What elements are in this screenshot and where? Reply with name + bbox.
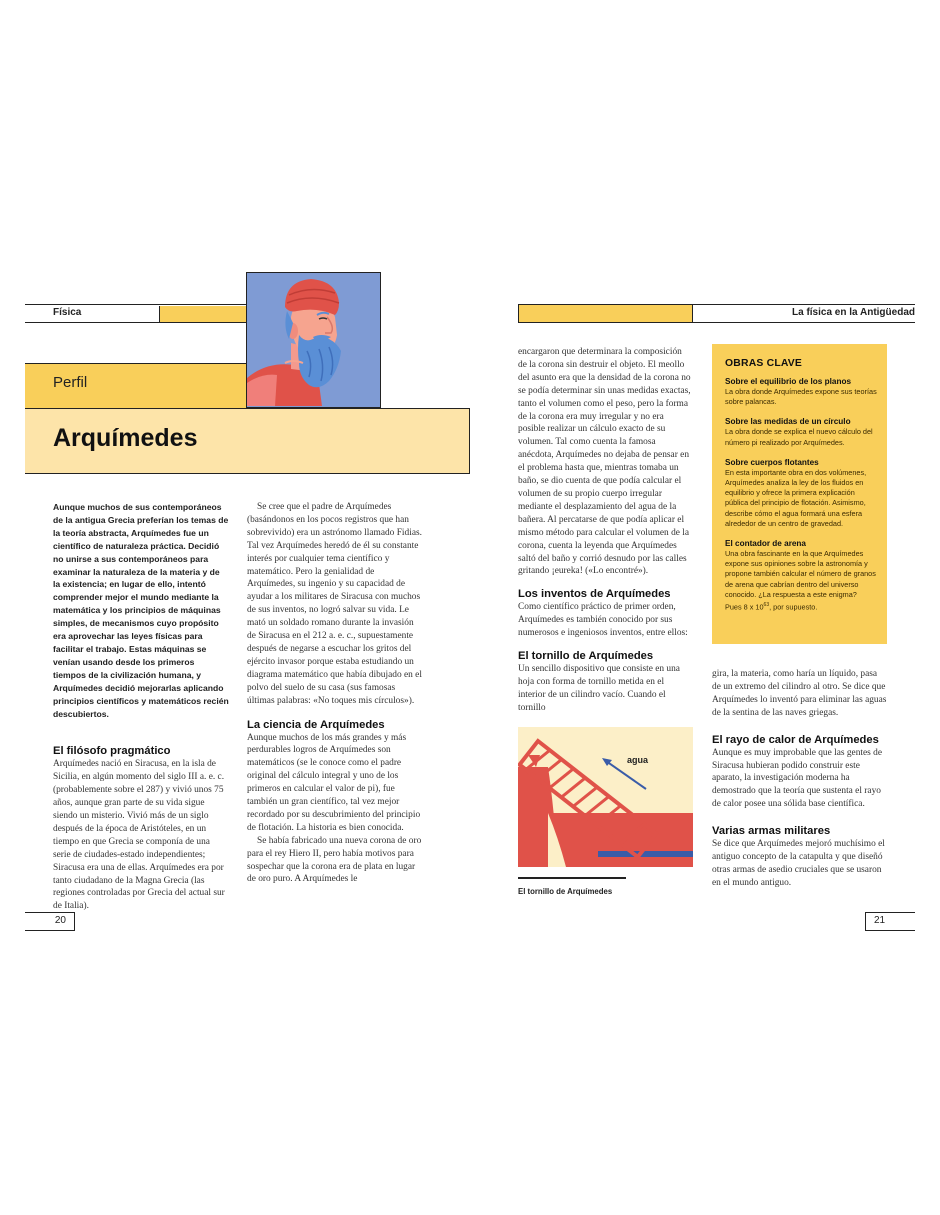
body-paragraph: Se dice que Arquímedes mejoró muchísimo el antiguo concepto de la catapulta y que diseñó otras armas de asedio cruciales que se usaron en el mundo antiguo. bbox=[712, 839, 885, 888]
left-col1 bbox=[53, 501, 229, 913]
answer-tail: , por supuesto. bbox=[769, 602, 818, 612]
section-heading: Varias armas militares bbox=[712, 825, 831, 838]
left-col2 bbox=[247, 501, 422, 886]
key-work-heading: Sobre el equilibrio de los planos bbox=[725, 377, 852, 386]
body-paragraph: Se había fabricado una nueva corona de oro para el rey Hiero II, pero había motivos para sospechar que la corona era de plata en lugar de oro puro. A Arquímedes le bbox=[247, 835, 422, 885]
archimedes-portrait bbox=[246, 272, 381, 408]
page-number: 20 bbox=[25, 912, 75, 931]
body-paragraph: Como científico práctico de primer orden, Arquímedes es también conocido por sus numerosos e ingeniosos inventos, entre ellos: bbox=[518, 602, 688, 639]
caption-rule bbox=[518, 877, 626, 879]
right-col2 bbox=[712, 668, 888, 890]
key-work-answer bbox=[725, 600, 877, 613]
illustration-caption: El tornillo de Arquímedes bbox=[518, 887, 613, 896]
header-accent-left bbox=[159, 306, 246, 322]
body-paragraph: encargaron que determinara la composición de la corona sin destruir el objeto. El meollo del asunto era que la densidad de la corona no se podía determinar sin unas medidas exactas, tanto el volumen como el peso, pero la forma de la corona era muy irregular y no era posible realizar un cálculo exacto de su volumen. Tal como cuenta la famosa anécdota, Arquímedes no dejaba de pensar en el problema hasta que, mientras tomaba un baño, se dio cuenta de que podía calcular el volumen de su propio cuerpo irregular mediante el desplazamiento del agua de la bañera. Al percatarse de que podía aplicar el mismo método para calcular el volumen de la corona, cuenta la leyenda que Arquímedes saltó del baño y corrió desnudo por las calles gritando ¡eureka! («Lo encontré»). bbox=[518, 347, 691, 577]
key-work-heading: Sobre las medidas de un círculo bbox=[725, 417, 851, 427]
section-label: Física bbox=[53, 307, 82, 318]
key-work-text: En esta importante obra en dos volúmenes, Arquímedes analiza la ley de los fluidos en equilibrio y ofrece la primera explicación pública del principio de flotación. Asimismo, describe cómo el agua formará una esfera alrededor de un centro de gravedad. bbox=[725, 467, 867, 528]
page-number: 21 bbox=[865, 912, 915, 931]
key-work-item bbox=[725, 416, 877, 447]
key-works-title: OBRAS CLAVE bbox=[725, 358, 803, 369]
key-works-box bbox=[712, 344, 887, 644]
archimedes-screw-illustration bbox=[518, 727, 693, 867]
portrait-illustration bbox=[247, 273, 379, 406]
right-col1 bbox=[518, 346, 692, 715]
body-paragraph: Aunque es muy improbable que las gentes de Siracusa hubieran podido construir este aparato, la investigación moderna ha demostrado que la teoría que sustenta el rayo de calor posee una sólida base científica. bbox=[712, 747, 883, 810]
key-work-item bbox=[725, 457, 877, 529]
page-title: Arquímedes bbox=[53, 424, 198, 452]
key-works-list bbox=[725, 376, 877, 613]
key-work-heading: Sobre cuerpos flotantes bbox=[725, 457, 819, 467]
section-heading: Los inventos de Arquímedes bbox=[518, 588, 671, 601]
key-work-text: La obra donde se explica el nuevo cálculo del número pi realizado por Arquímedes. bbox=[725, 427, 873, 447]
answer-base: Pues 8 x 10 bbox=[725, 602, 764, 612]
section-heading: El filósofo pragmático bbox=[53, 745, 171, 758]
screw-drawing bbox=[518, 727, 693, 867]
key-work-text: Una obra fascinante en la que Arquímedes expone sus opiniones sobre la astronomía y propone también calcular el número de granos de arena que cabrían dentro del universo conocido. ¿La respuesta a este enigma? bbox=[725, 549, 876, 599]
profile-label: Perfil bbox=[53, 374, 88, 391]
section-text: Arquímedes nació en Siracusa, en la isla de Sicilia, en algún momento del siglo III a. e. c. (probablemente sobre el 287) y vivió unos 75 años, aunque gran parte de su vida sigue siendo un misterio. Vivió más de un siglo después de la época de Aristóteles, en un tiempo en que Grecia se componía de una serie de ciudades-estado independientes; Siracusa era una de ellas. Arquímedes era por tanto ciudadano de la Magna Grecia (las regiones controladas por Grecia del actual sur de Italia). bbox=[53, 759, 225, 912]
section-label: La física en la Antigüedad bbox=[792, 307, 915, 318]
key-work-item bbox=[725, 538, 877, 613]
key-work-heading: El contador de arena bbox=[725, 539, 806, 549]
key-work-text: La obra donde Arquímedes expone sus teorías sobre palancas. bbox=[725, 387, 877, 407]
section-heading: El tornillo de Arquímedes bbox=[518, 650, 654, 663]
intro-text: Aunque muchos de sus contemporáneos de la antigua Grecia preferían los temas de la teoría abstracta, Arquímedes fue un científico de naturaleza práctica. Decidió no unirse a sus contemporáneos para examinar la naturaleza de la materia y de la existencia; en lugar de ello, intentó comprender mejor el mundo mediante la matemática y los principios de máquinas simples, de mecanismos cuyo propósito era aprovechar las leyes físicas para facilitar el trabajo. Estas máquinas se venían usando desde los primeros tiempos de la civilización humana, y Arquímedes decidió mejorarlas aplicando principios científicos y matemáticos recién descubiertos. bbox=[53, 502, 229, 719]
header-accent-right bbox=[518, 304, 693, 323]
section-heading: La ciencia de Arquímedes bbox=[247, 718, 385, 731]
water-label: agua bbox=[627, 755, 649, 765]
section-heading: El rayo de calor de Arquímedes bbox=[712, 733, 879, 746]
body-paragraph: gira, la materia, como haría un líquido, pasa de un extremo del cilindro al otro. Se dice que Arquímedes lo inventó para eliminar las aguas de la sentina de las naves griegas. bbox=[712, 669, 887, 718]
key-work-item bbox=[725, 376, 877, 407]
body-paragraph: Un sencillo dispositivo que consiste en una hoja con forma de tornillo metida en el interior de un cilindro vacío. Cuando el tornillo bbox=[518, 664, 680, 713]
body-paragraph: Se cree que el padre de Arquímedes (basándonos en los pocos registros que han sobrevivido) era un astrónomo llamado Fidias. Tal vez Arquímedes heredó de él su constante interés por cualquier tema científico y matemático. Pero la genialidad de Arquímedes, su ingenio y su capacidad de ayudar a los militares de Siracusa con muchos de sus inventos, no logró salvar su vida. Le mató un soldado romano durante la invasión de Siracusa en el 212 a. e. c., supuestamente después de negarse a escuchar los gritos del ejército invasor porque estaba estudiando un diagrama matemático que había dibujado en el polvo del suelo de su casa (sus famosas últimas palabras: «No toques mis círculos»). bbox=[247, 502, 422, 706]
body-paragraph: Aunque muchos de los más grandes y más perdurables logros de Arquímedes son matemáticos (se le conoce como el padre original del cálculo integral y uno de los primeros en calcular el valor de pi), fue también un gran científico, tal vez mejor recordado por su descubrimiento del principio de flotación. La historia es bien conocida. bbox=[247, 732, 421, 833]
answer-exponent: 63 bbox=[763, 602, 770, 609]
